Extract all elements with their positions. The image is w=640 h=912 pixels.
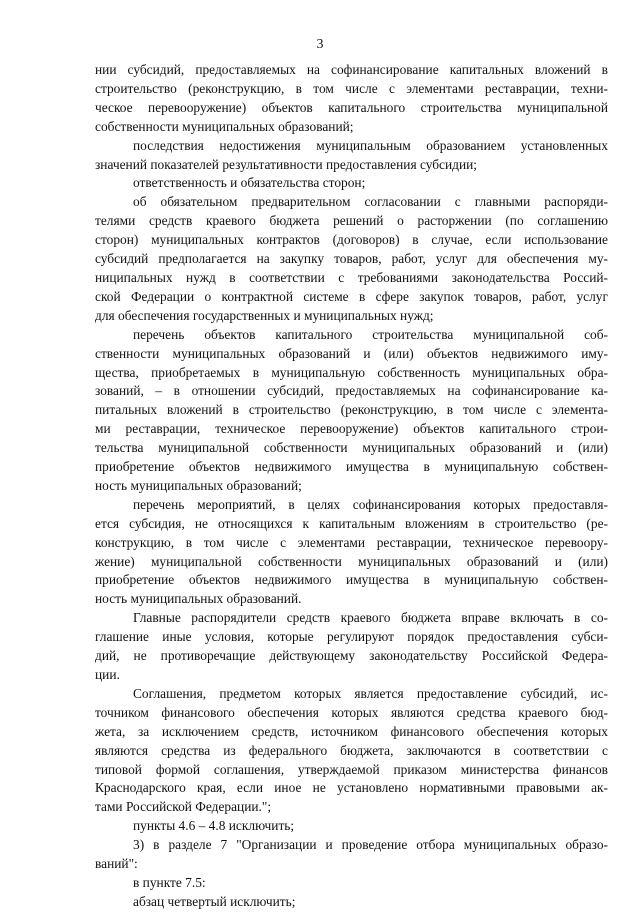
text-line: перечень объектов капитального строительства муниципальной соб- xyxy=(133,326,608,342)
text-line: ность муниципальных образований; xyxy=(95,477,302,493)
paragraph xyxy=(95,609,608,685)
text-line: жение) муниципальной собственности муниципальных образований и (или) xyxy=(95,553,608,569)
text-line: ответственность и обязательства сторон; xyxy=(133,175,366,191)
paragraph xyxy=(95,137,608,175)
text-line: собственности муниципальных образований; xyxy=(95,118,354,134)
text-line: перечень мероприятий, в целях софинансирования которых предоставля- xyxy=(133,496,608,512)
text-line: сторон) муниципальных контрактов (договоров) в случае, если использование xyxy=(95,232,608,248)
paragraph xyxy=(95,193,608,325)
text-line: ческое перевооружение) объектов капитального строительства муниципальной xyxy=(95,99,608,115)
text-line: ми реставрации, техническое перевооружение) объектов капитального строи- xyxy=(95,421,608,437)
text-line: ции. xyxy=(95,667,120,682)
text-line: питальных вложений в строительство (реконструкцию, в том числе с элемента- xyxy=(95,402,608,418)
text-line: ность муниципальных образований. xyxy=(95,591,302,607)
text-line: Главные распорядители средств краевого бюджета вправе включать в со- xyxy=(133,610,608,626)
text-line: зований, – в отношении субсидий, предоставляемых на софинансирование ка- xyxy=(95,383,608,399)
text-line: значений показателей результативности предоставления субсидии; xyxy=(95,156,478,172)
text-line: нии субсидий, предоставляемых на софинансирование капитальных вложений в xyxy=(95,62,608,77)
text-line: глашение иные условия, которые регулируют порядок предоставления субси- xyxy=(95,629,608,645)
text-line: конструкцию, в том числе с элементами реставрации, техническое перевоору- xyxy=(95,534,608,550)
text-line: пункты 4.6 – 4.8 исключить; xyxy=(133,818,295,834)
paragraph xyxy=(95,836,608,874)
paragraph xyxy=(95,496,608,609)
text-line: жета, за исключением средств, источником финансового обеспечения которых xyxy=(95,723,608,739)
text-line: 3) в разделе 7 "Организации и проведение отбора муниципальных образо- xyxy=(133,837,608,853)
text-line: для обеспечения государственных и муниципальных нужд; xyxy=(95,307,434,323)
text-line: ственности муниципальных образований и (или) объектов недвижимого иму- xyxy=(95,345,608,361)
text-line: являются средства из федерального бюджета, заключаются в соответствии с xyxy=(95,742,608,758)
text-line: приобретение объектов недвижимого имущества в муниципальную собствен- xyxy=(95,572,608,588)
text-line: телями средств краевого бюджета решений о расторжении (по соглашению xyxy=(95,213,608,229)
text-line: ской Федерации о контрактной системе в сфере закупок товаров, работ, услуг xyxy=(95,288,608,304)
text-line: об обязательном предварительном согласовании с главными распоряди- xyxy=(133,194,608,210)
text-line: точником финансового обеспечения которых являются средства краевого бюд- xyxy=(95,704,608,720)
text-line: тельства муниципальной собственности муниципальных образований и (или) xyxy=(95,440,608,456)
document-body xyxy=(95,61,608,912)
paragraph xyxy=(95,174,608,193)
text-line: тами Российской Федерации."; xyxy=(95,799,272,815)
page-number: 3 xyxy=(316,37,324,52)
text-line: типовой формой соглашения, утверждаемой приказом министерства финансов xyxy=(95,761,608,777)
text-line: Соглашения, предметом которых является предоставление субсидий, ис- xyxy=(133,685,608,701)
text-line: последствия недостижения муниципальным образованием установленных xyxy=(133,137,608,153)
text-line: в пункте 7.5: xyxy=(133,874,206,890)
paragraph xyxy=(95,685,608,817)
text-line: ется субсидия, не относящихся к капитальным вложениям в строительство (ре- xyxy=(95,515,608,531)
text-line: строительство (реконструкцию, в том числе с элементами реставрации, техни- xyxy=(95,80,608,96)
text-line: дий, не противоречащие действующему законодательству Российской Федера- xyxy=(95,648,608,664)
paragraph xyxy=(95,817,608,836)
text-line: ваний": xyxy=(95,856,138,872)
text-line: ниципальных нужд в соответствии с требованиями законодательства Россий- xyxy=(95,269,608,285)
text-line: субсидий предполагается на закупку товаров, работ, услуг для обеспечения му- xyxy=(95,251,608,267)
paragraph xyxy=(95,61,608,137)
paragraph xyxy=(95,893,608,912)
text-line: Краснодарского края, если иное не установлено нормативными правовыми ак- xyxy=(95,780,608,796)
text-line: абзац четвертый исключить; xyxy=(133,893,296,909)
paragraph xyxy=(95,326,608,496)
paragraph xyxy=(95,874,608,893)
text-line: щества, приобретаемых в муниципальную собственность муниципальных обра- xyxy=(95,364,608,380)
text-line: приобретение объектов недвижимого имущества в муниципальную собствен- xyxy=(95,459,608,475)
